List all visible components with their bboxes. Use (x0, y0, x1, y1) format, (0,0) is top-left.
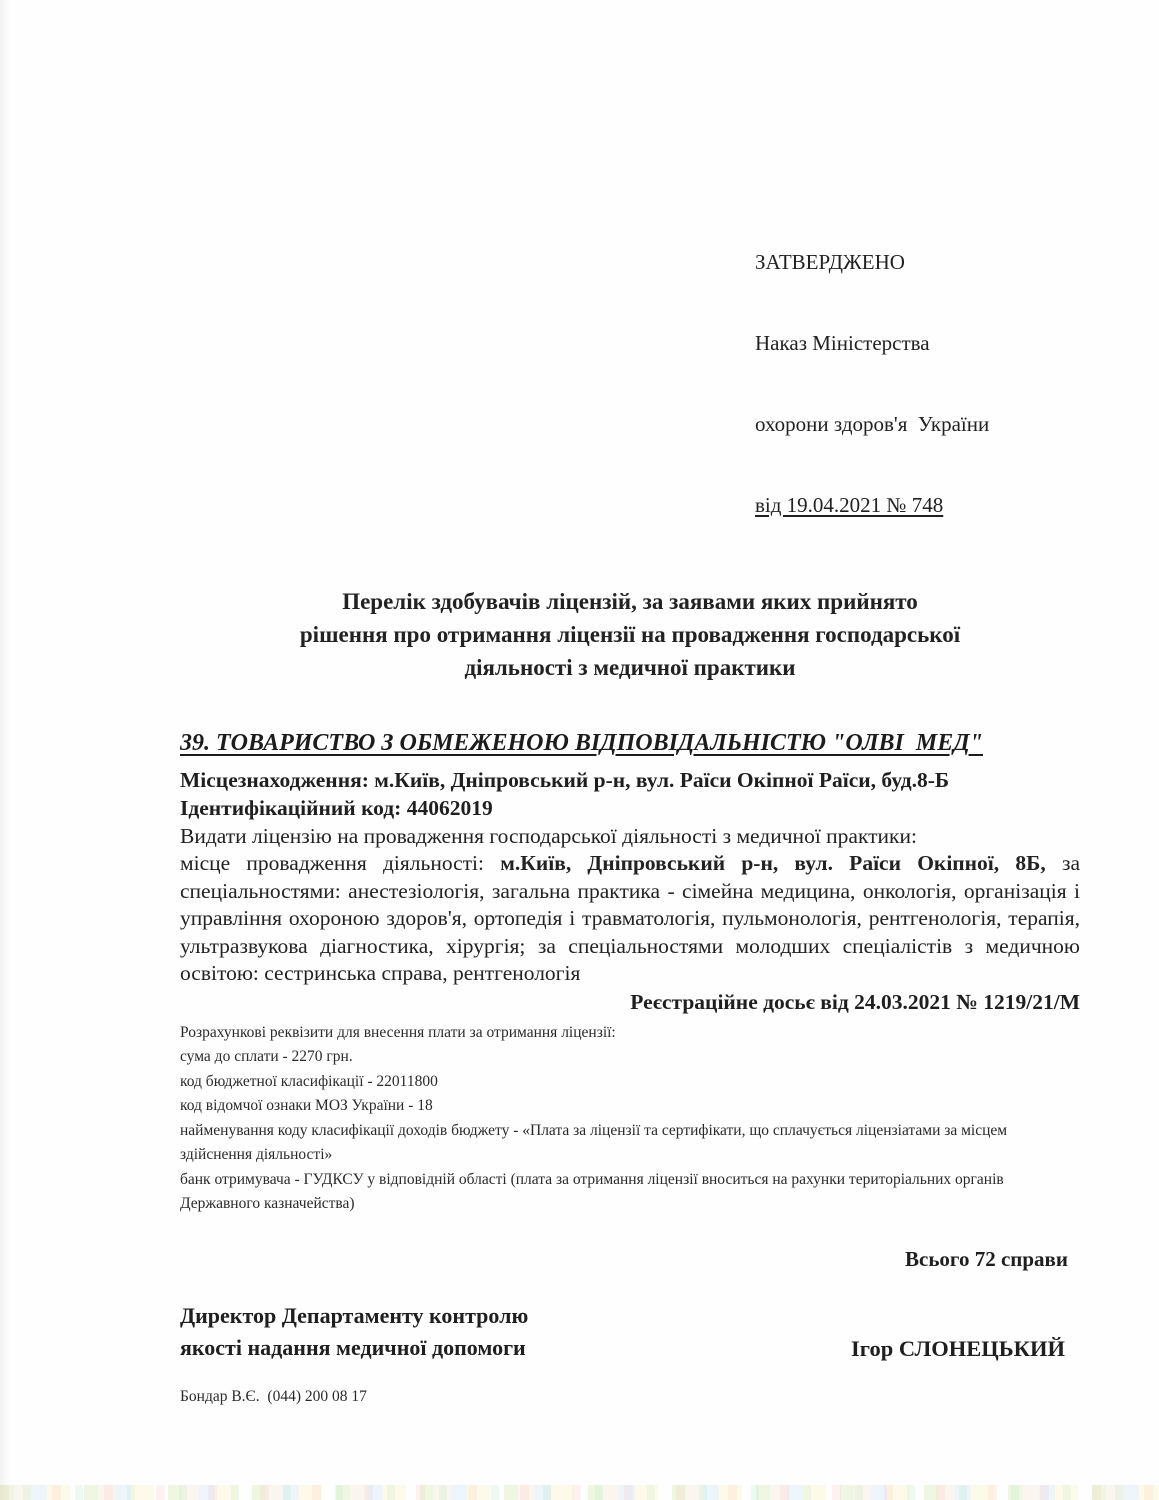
approval-block (755, 195, 1080, 573)
contact-line: Бондар В.Є. (044) 200 08 17 (180, 1387, 367, 1405)
identification-code-line: Ідентифікаційний код: 44062019 (180, 796, 493, 820)
approval-line: Наказ Міністерства (755, 331, 930, 355)
document-title-line: діяльності з медичної практики (464, 655, 796, 680)
payment-requisites-block (180, 1021, 1080, 1217)
requisite-line: сума до сплати - 2270 грн. (180, 1048, 353, 1065)
entry-heading: 39. ТОВАРИСТВО З ОБМЕЖЕНОЮ ВІДПОВІДАЛЬНІСТЮ "ОЛВІ МЕД" (180, 730, 983, 756)
scan-edge-artifact (0, 0, 10, 1500)
document-content (180, 0, 1080, 1406)
registration-dossier-line: Реєстраційне досьє від 24.03.2021 № 1219/21/М (630, 989, 1080, 1014)
approval-line: охорони здоров'я України (755, 412, 990, 436)
signatory-name: Ігор СЛОНЕЦЬКИЙ (851, 1335, 1065, 1361)
scan-bottom-artifact (0, 1485, 1159, 1500)
document-title-line: рішення про отримання ліцензії на провадження господарської (299, 622, 961, 647)
requisite-line: найменування коду класифікації доходів бюджету - «Плата за ліцензії та сертифікати, що сплачується ліцензіатами за місцем здійснення діяльності» (180, 1121, 1008, 1163)
activity-paragraph (180, 850, 1080, 988)
signatory-position-line: якості надання медичної допомоги (180, 1334, 526, 1360)
signatory-position-line: Директор Департаменту контролю (180, 1302, 529, 1328)
location-line: Місцезнаходження: м.Київ, Дніпровський р-н, вул. Раїси Окіпної Раїси, буд.8-Б (180, 768, 950, 792)
specialties-text: за спеціальностями: анестезіологія, загальна практика - сімейна медицина, онкологія, організація і управління охороною здоров'я, ортопедія і травматологія, пульмонологія, рентгенологія, терапія, ультразвукова діагностика, хірургія; за спеціальностями молодших спеціалістів з медичною освітою: сестринська справа, рентгенологія (180, 851, 1080, 985)
license-issue-line: Видати ліцензію на провадження господарської діяльності з медичної практики: (180, 824, 917, 848)
approval-line: ЗАТВЕРДЖЕНО (755, 250, 905, 274)
requisite-line: код відомчої ознаки МОЗ України - 18 (180, 1097, 433, 1114)
requisite-line: Розрахункові реквізити для внесення плати за отримання ліцензії: (180, 1023, 616, 1041)
document-title-line: Перелік здобувачів ліцензій, за заявами яких прийнято (342, 589, 918, 614)
requisite-line: код бюджетної класифікації - 22011800 (180, 1072, 438, 1090)
signatory-position (180, 1300, 528, 1364)
requisite-line: банк отримувача - ГУДКСУ у відповідній області (плата за отримання ліцензії вноситься на рахунки територіальних органів Державного казначейства) (180, 1170, 1004, 1212)
total-cases-line: Всього 72 справи (905, 1246, 1068, 1271)
approval-order-date: від 19.04.2021 № 748 (755, 493, 944, 517)
place-of-activity-prefix: місце провадження діяльності: (180, 851, 501, 875)
document-title (180, 585, 1080, 684)
signature-row (180, 1300, 1080, 1364)
place-of-activity-address: м.Київ, Дніпровський р-н, вул. Раїси Окіпної, 8Б, (500, 851, 1046, 875)
